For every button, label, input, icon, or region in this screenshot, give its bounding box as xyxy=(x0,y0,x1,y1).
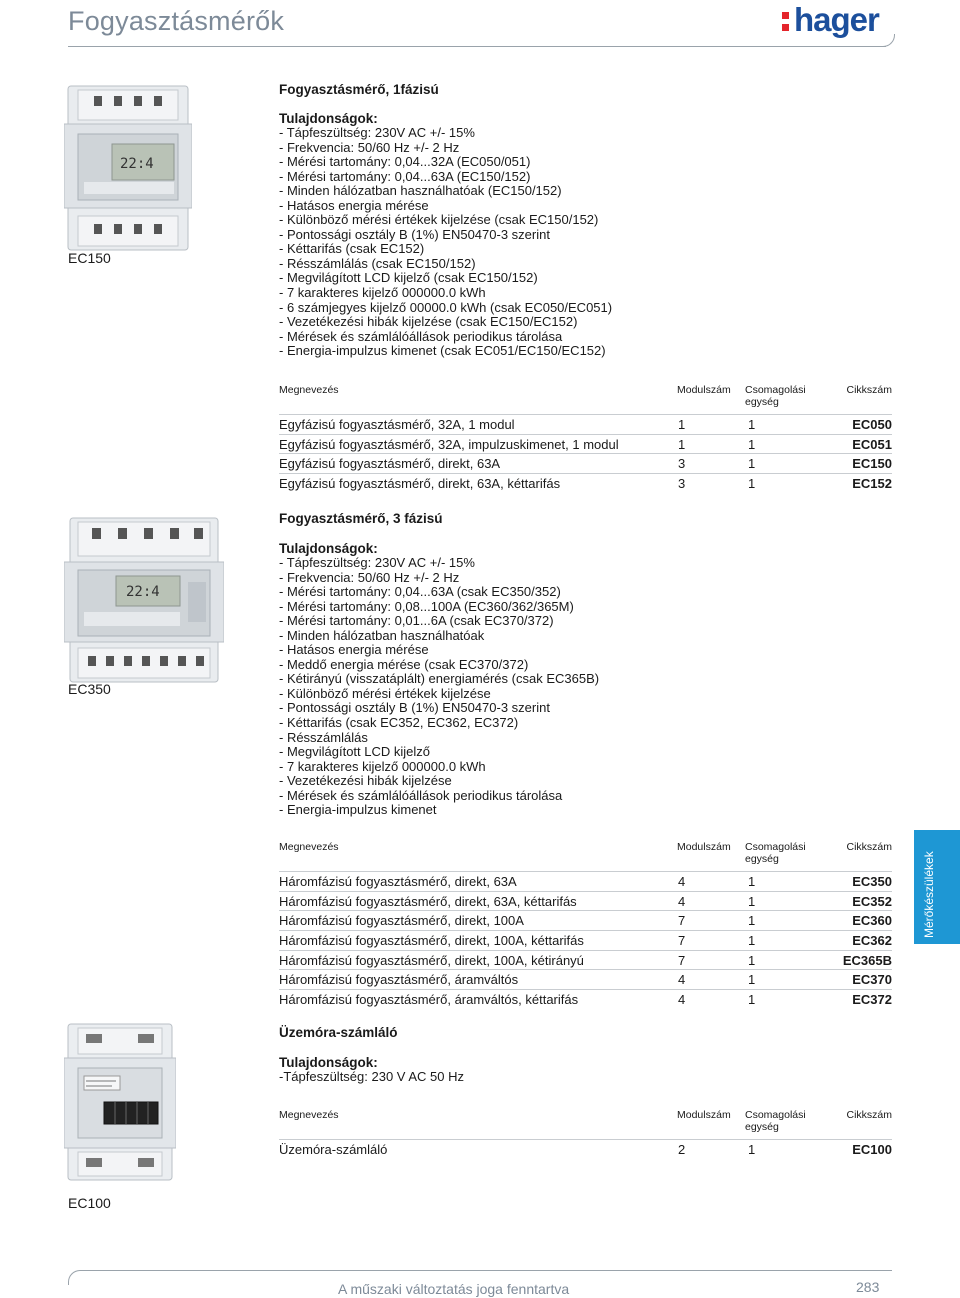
property-item: - Mérési tartomány: 0,04...32A (EC050/051) xyxy=(279,154,531,170)
property-item: - Pontossági osztály B (1%) EN50470-3 szerint xyxy=(279,226,550,242)
properties-list xyxy=(279,1070,464,1085)
table-row xyxy=(279,969,892,989)
cell-modules: 1 xyxy=(678,417,686,432)
column-header-code: Cikkszám xyxy=(846,384,892,396)
column-header-name: Megnevezés xyxy=(279,1109,339,1121)
property-item: - Frekvencia: 50/60 Hz +/- 2 Hz xyxy=(279,139,460,155)
product-table xyxy=(279,841,892,1009)
properties-heading: Tulajdonságok: xyxy=(279,1055,378,1070)
column-header-modules: Modulszám xyxy=(677,1109,731,1121)
property-item: - Energia-impulzus kimenet (csak EC051/EC150/EC152) xyxy=(279,343,606,359)
energy-meter-1-phase-icon xyxy=(64,84,192,252)
property-item: - Mérési tartomány: 0,04...63A (csak EC350/352) xyxy=(279,584,561,600)
property-item: - Résszámlálás xyxy=(279,729,368,745)
hour-meter-icon xyxy=(64,1022,176,1182)
cell-pack: 1 xyxy=(748,1142,756,1157)
product-table xyxy=(279,1109,892,1159)
property-item: - 7 karakteres kijelző 000000.0 kWh xyxy=(279,758,486,774)
cell-code: EC362 xyxy=(852,933,892,949)
cell-modules: 7 xyxy=(678,933,686,949)
property-item: - Vezetékezési hibák kijelzése xyxy=(279,773,452,789)
column-header-pack: Csomagolási egység xyxy=(745,841,806,865)
cell-name: Háromfázisú fogyasztásmérő, direkt, 100A, kétirányú xyxy=(279,952,584,968)
table-row xyxy=(279,950,892,970)
property-item: - Résszámlálás (csak EC150/152) xyxy=(279,255,476,271)
cell-name: Egyfázisú fogyasztásmérő, 32A, impulzuskimenet, 1 modul xyxy=(279,436,619,452)
property-item: - Mérési tartomány: 0,04...63A (EC150/152) xyxy=(279,168,531,184)
property-item: - Meddő energia mérése (csak EC370/372) xyxy=(279,656,529,672)
cell-name: Háromfázisú fogyasztásmérő, direkt, 100A, kéttarifás xyxy=(279,933,584,949)
property-item: -Tápfeszültség: 230 V AC 50 Hz xyxy=(279,1069,464,1084)
table-row xyxy=(279,989,892,1009)
cell-pack: 1 xyxy=(748,933,756,949)
cell-name: Egyfázisú fogyasztásmérő, 32A, 1 modul xyxy=(279,417,515,432)
column-header-name: Megnevezés xyxy=(279,384,339,396)
table-header xyxy=(279,1109,892,1139)
product-code-label: EC350 xyxy=(68,681,111,697)
page-title: Fogyasztásmérők xyxy=(68,6,285,36)
cell-code: EC365B xyxy=(842,952,892,968)
footer-divider-curve xyxy=(68,1270,83,1285)
column-header-modules: Modulszám xyxy=(677,384,731,396)
cell-pack: 1 xyxy=(748,972,756,988)
cell-code: EC372 xyxy=(852,992,892,1008)
section-title: Üzemóra-számláló xyxy=(279,1025,398,1040)
cell-name: Egyfázisú fogyasztásmérő, direkt, 63A, kéttarifás xyxy=(279,476,561,492)
cell-code: EC050 xyxy=(852,417,892,432)
table-row xyxy=(279,1139,892,1159)
properties-heading: Tulajdonságok: xyxy=(279,111,378,126)
column-header-modules: Modulszám xyxy=(677,841,731,853)
cell-pack: 1 xyxy=(748,417,756,432)
property-item: - Hatásos energia mérése xyxy=(279,197,429,213)
property-item: - Megvilágított LCD kijelző (csak EC150/152) xyxy=(279,270,538,286)
cell-modules: 4 xyxy=(678,874,686,889)
property-item: - Minden hálózatban használhatóak (EC150/152) xyxy=(279,183,562,199)
property-item: - Kétirányú (visszatáplált) energiamérés (csak EC365B) xyxy=(279,671,600,687)
cell-code: EC360 xyxy=(852,913,892,929)
product-code-label: EC150 xyxy=(68,250,111,266)
cell-modules: 7 xyxy=(678,913,686,929)
section-side-tab-label: Mérőkészülékek xyxy=(922,851,936,938)
cell-name: Üzemóra-számláló xyxy=(279,1142,388,1157)
table-row xyxy=(279,891,892,911)
cell-modules: 4 xyxy=(678,893,686,909)
section-title: Fogyasztásmérő, 3 fázisú xyxy=(279,511,443,526)
svg-text:22:4: 22:4 xyxy=(126,584,160,600)
section-title: Fogyasztásmérő, 1fázisú xyxy=(279,82,439,97)
cell-name: Egyfázisú fogyasztásmérő, direkt, 63A xyxy=(279,456,501,472)
cell-pack: 1 xyxy=(748,476,756,492)
cell-modules: 2 xyxy=(678,1142,686,1157)
cell-code: EC370 xyxy=(852,972,892,988)
cell-pack: 1 xyxy=(748,874,756,889)
properties-heading: Tulajdonságok: xyxy=(279,541,378,556)
cell-name: Háromfázisú fogyasztásmérő, direkt, 63A xyxy=(279,874,517,889)
cell-modules: 3 xyxy=(678,476,686,492)
table-row xyxy=(279,910,892,930)
cell-pack: 1 xyxy=(748,456,756,472)
property-item: - Pontossági osztály B (1%) EN50470-3 szerint xyxy=(279,700,550,716)
cell-name: Háromfázisú fogyasztásmérő, direkt, 100A xyxy=(279,913,524,929)
header-divider-curve xyxy=(880,34,895,47)
footer-divider xyxy=(80,1270,892,1271)
property-item: - Tápfeszültség: 230V AC +/- 15% xyxy=(279,555,475,570)
column-header-code: Cikkszám xyxy=(846,1109,892,1121)
page-number: 283 xyxy=(856,1279,880,1295)
table-row xyxy=(279,453,892,473)
cell-pack: 1 xyxy=(748,893,756,909)
product-table xyxy=(279,384,892,493)
cell-modules: 4 xyxy=(678,992,686,1008)
cell-code: EC150 xyxy=(852,456,892,472)
energy-meter-3-phase-icon xyxy=(64,516,224,684)
table-header xyxy=(279,384,892,414)
cell-pack: 1 xyxy=(748,436,756,452)
cell-code: EC051 xyxy=(852,436,892,452)
cell-pack: 1 xyxy=(748,913,756,929)
property-item: - Különböző mérési értékek kijelzése xyxy=(279,685,491,701)
properties-list xyxy=(279,126,612,359)
header-divider xyxy=(68,46,886,47)
cell-code: EC100 xyxy=(852,1142,892,1157)
table-row xyxy=(279,414,892,434)
section-side-tab xyxy=(914,830,960,944)
table-row xyxy=(279,473,892,493)
cell-modules: 4 xyxy=(678,972,686,988)
column-header-pack: Csomagolási egység xyxy=(745,384,806,408)
table-header xyxy=(279,841,892,871)
column-header-pack: Csomagolási egység xyxy=(745,1109,806,1133)
cell-name: Háromfázisú fogyasztásmérő, áramváltós, kéttarifás xyxy=(279,992,579,1008)
cell-pack: 1 xyxy=(748,952,756,968)
table-row xyxy=(279,871,892,891)
property-item: - 7 karakteres kijelző 000000.0 kWh xyxy=(279,285,486,301)
cell-modules: 1 xyxy=(678,436,686,452)
column-header-name: Megnevezés xyxy=(279,841,339,853)
cell-modules: 7 xyxy=(678,952,686,968)
property-item: - Mérési tartomány: 0,08...100A (EC360/362/365M) xyxy=(279,598,574,614)
brand-logo xyxy=(780,1,880,38)
brand-logo-mark xyxy=(782,12,789,36)
property-item: - Frekvencia: 50/60 Hz +/- 2 Hz xyxy=(279,569,460,585)
cell-pack: 1 xyxy=(748,992,756,1008)
property-item: - Tápfeszültség: 230V AC +/- 15% xyxy=(279,125,475,140)
property-item: - Minden hálózatban használhatóak xyxy=(279,627,485,643)
property-item: - 6 számjegyes kijelző 00000.0 kWh (csak EC050/EC051) xyxy=(279,299,613,315)
cell-code: EC352 xyxy=(852,893,892,909)
product-code-label: EC100 xyxy=(68,1195,111,1211)
table-row xyxy=(279,434,892,454)
property-item: - Hatásos energia mérése xyxy=(279,642,429,658)
properties-list xyxy=(279,556,599,818)
cell-name: Háromfázisú fogyasztásmérő, direkt, 63A, kéttarifás xyxy=(279,893,577,909)
cell-code: EC152 xyxy=(852,476,892,492)
property-item: - Mérések és számlálóállások periodikus tárolása xyxy=(279,328,563,344)
column-header-code: Cikkszám xyxy=(846,841,892,853)
table-row xyxy=(279,930,892,950)
property-item: - Kéttarifás (csak EC152) xyxy=(279,241,425,257)
cell-code: EC350 xyxy=(852,874,892,889)
svg-text:22:4: 22:4 xyxy=(120,156,154,172)
property-item: - Mérések és számlálóállások periodikus tárolása xyxy=(279,787,563,803)
property-item: - Mérési tartomány: 0,01...6A (csak EC370/372) xyxy=(279,613,554,629)
property-item: - Kéttarifás (csak EC352, EC362, EC372) xyxy=(279,715,519,731)
property-item: - Megvilágított LCD kijelző xyxy=(279,744,430,760)
footer-disclaimer: A műszaki változtatás joga fenntartva xyxy=(338,1281,570,1297)
property-item: - Energia-impulzus kimenet xyxy=(279,802,437,818)
brand-logo-text: hager xyxy=(794,1,879,38)
cell-modules: 3 xyxy=(678,456,686,472)
property-item: - Vezetékezési hibák kijelzése (csak EC150/EC152) xyxy=(279,314,578,330)
cell-name: Háromfázisú fogyasztásmérő, áramváltós xyxy=(279,972,519,988)
property-item: - Különböző mérési értékek kijelzése (csak EC150/152) xyxy=(279,212,599,228)
